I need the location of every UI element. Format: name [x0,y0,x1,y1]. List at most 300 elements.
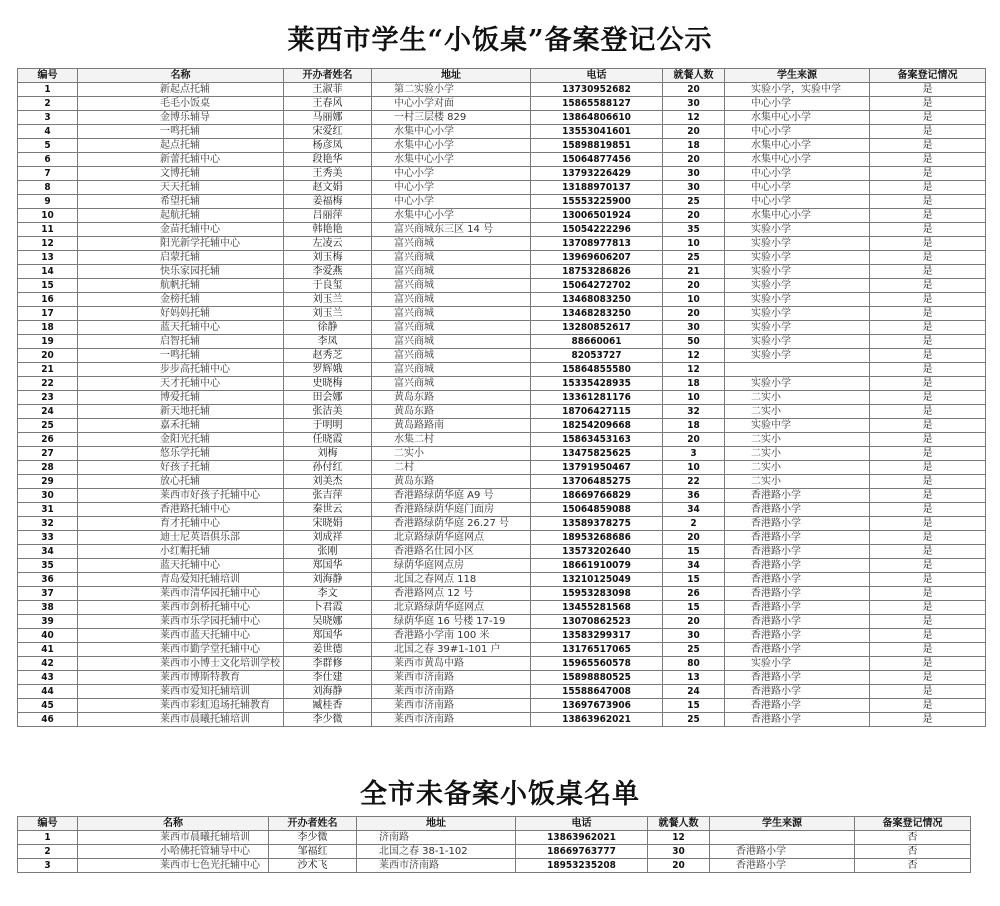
cell-number: 31 [18,503,78,517]
cell-operator: 赵文娟 [284,181,372,195]
cell-number: 1 [18,83,78,97]
cell-operator: 刘梅 [284,447,372,461]
header-name: 名称 [78,69,284,83]
header-registration-status: 备案登记情况 [870,69,986,83]
cell-number: 15 [18,279,78,293]
cell-student-source: 香港路小学 [725,587,870,601]
table-row [18,685,986,699]
table-row [18,419,986,433]
cell-registration-status: 是 [870,643,986,657]
cell-operator: 王春风 [284,97,372,111]
cell-address: 黄岛东路 [372,405,531,419]
cell-operator: 刘玉梅 [284,251,372,265]
cell-phone: 13553041601 [531,125,663,139]
cell-diners: 18 [663,419,725,433]
cell-address: 中心小学对面 [372,97,531,111]
cell-phone: 13475825625 [531,447,663,461]
cell-registration-status: 是 [870,335,986,349]
cell-diners: 10 [663,461,725,475]
cell-number: 16 [18,293,78,307]
table-row [18,181,986,195]
cell-registration-status: 是 [870,307,986,321]
cell-diners: 2 [663,517,725,531]
table-row [18,545,986,559]
cell-number: 5 [18,139,78,153]
cell-operator: 王秀美 [284,167,372,181]
unregistered-list-title: 全市未备案小饭桌名单 [360,779,640,810]
cell-diners: 24 [663,685,725,699]
cell-address: 中心小学 [372,181,531,195]
cell-name: 步步高托辅中心 [78,363,284,377]
cell-operator: 邹福红 [269,845,357,859]
cell-student-source: 实验小学 [725,349,870,363]
table-row [18,475,986,489]
table-row [18,447,986,461]
cell-student-source: 实验小学 [725,377,870,391]
cell-phone: 13864806610 [531,111,663,125]
cell-student-source [725,363,870,377]
table-row [18,859,971,873]
cell-number: 38 [18,601,78,615]
cell-registration-status: 是 [870,545,986,559]
cell-student-source: 香港路小学 [725,615,870,629]
cell-number: 9 [18,195,78,209]
table-row [18,97,986,111]
cell-phone: 18706427115 [531,405,663,419]
cell-diners: 30 [663,181,725,195]
cell-student-source: 实验小学 [725,307,870,321]
cell-phone: 18953235208 [516,859,648,873]
cell-student-source: 香港路小学 [725,489,870,503]
cell-student-source: 二实小 [725,405,870,419]
cell-operator: 李群修 [284,657,372,671]
cell-student-source: 实验小学 [725,265,870,279]
cell-number: 27 [18,447,78,461]
header-number: 编号 [18,817,78,831]
cell-address: 莱西市济南路 [357,859,516,873]
cell-diners: 25 [663,643,725,657]
cell-phone: 13006501924 [531,209,663,223]
cell-diners: 12 [663,349,725,363]
cell-address: 香港路绿荫华庭 A9 号 [372,489,531,503]
cell-operator: 郑国华 [284,559,372,573]
cell-number: 4 [18,125,78,139]
cell-name: 起航托辅 [78,209,284,223]
cell-operator: 臧桂香 [284,699,372,713]
cell-number: 36 [18,573,78,587]
table-row [18,335,986,349]
header-phone: 电话 [531,69,663,83]
cell-student-source: 香港路小学 [725,517,870,531]
cell-phone: 15064859088 [531,503,663,517]
cell-student-source [710,831,855,845]
cell-operator: 刘海静 [284,573,372,587]
cell-diners: 30 [663,167,725,181]
cell-registration-status: 是 [870,377,986,391]
cell-phone: 18669766829 [531,489,663,503]
cell-address: 莱西市济南路 [372,685,531,699]
cell-operator: 于良玺 [284,279,372,293]
cell-diners: 30 [663,321,725,335]
cell-phone: 13455281568 [531,601,663,615]
cell-operator: 姜福梅 [284,195,372,209]
cell-diners: 25 [663,195,725,209]
cell-number: 45 [18,699,78,713]
cell-address: 香港路名仕园小区 [372,545,531,559]
cell-diners: 22 [663,475,725,489]
cell-phone: 18953268686 [531,531,663,545]
cell-registration-status: 是 [870,447,986,461]
cell-name: 新天地托辅 [78,405,284,419]
cell-student-source: 香港路小学 [725,601,870,615]
cell-number: 3 [18,859,78,873]
cell-student-source: 实验小学 [725,279,870,293]
cell-number: 17 [18,307,78,321]
cell-phone: 13793226429 [531,167,663,181]
cell-student-source: 实验小学，实验中学 [725,83,870,97]
cell-phone: 13589378275 [531,517,663,531]
cell-diners: 12 [648,831,710,845]
cell-number: 30 [18,489,78,503]
cell-phone: 82053727 [531,349,663,363]
cell-operator: 李凤 [284,335,372,349]
table-row [18,845,971,859]
cell-name: 一鸣托辅 [78,349,284,363]
cell-number: 41 [18,643,78,657]
cell-registration-status: 是 [870,167,986,181]
cell-registration-status: 是 [870,461,986,475]
cell-operator: 马丽娜 [284,111,372,125]
cell-address: 富兴商城 [372,265,531,279]
cell-registration-status: 否 [855,845,971,859]
cell-address: 富兴商城 [372,335,531,349]
cell-registration-status: 是 [870,433,986,447]
cell-address: 莱西市济南路 [372,699,531,713]
cell-operator: 徐静 [284,321,372,335]
table-row [18,293,986,307]
cell-address: 富兴商城 [372,279,531,293]
cell-registration-status: 是 [870,237,986,251]
table-row [18,489,986,503]
cell-diners: 34 [663,559,725,573]
cell-phone: 13210125049 [531,573,663,587]
cell-address: 富兴商城东三区 14 号 [372,223,531,237]
cell-name: 新蕾托辅中心 [78,153,284,167]
cell-registration-status: 否 [855,831,971,845]
cell-phone: 15054222296 [531,223,663,237]
cell-operator: 李爱燕 [284,265,372,279]
cell-address: 北京路绿荫华庭网点 [372,531,531,545]
cell-name: 莱西市好孩子托辅中心 [78,489,284,503]
cell-diners: 50 [663,335,725,349]
cell-phone: 88660061 [531,335,663,349]
cell-operator: 王淑菲 [284,83,372,97]
header-address: 地址 [372,69,531,83]
unregistered-table [17,816,971,873]
table-row [18,251,986,265]
cell-student-source: 实验小学 [725,293,870,307]
table-row [18,391,986,405]
cell-student-source: 二实小 [725,433,870,447]
cell-student-source: 实验小学 [725,321,870,335]
cell-phone: 18669763777 [516,845,648,859]
cell-phone: 13468083250 [531,293,663,307]
cell-address: 莱西市济南路 [372,713,531,727]
cell-address: 北国之春网点 118 [372,573,531,587]
cell-student-source: 香港路小学 [710,845,855,859]
cell-operator: 沙术飞 [269,859,357,873]
table-row [18,573,986,587]
cell-operator: 任晓霞 [284,433,372,447]
cell-student-source: 实验中学 [725,419,870,433]
cell-address: 香港路网点 12 号 [372,587,531,601]
cell-address: 富兴商城 [372,349,531,363]
cell-diners: 20 [663,279,725,293]
cell-diners: 25 [663,713,725,727]
cell-registration-status: 是 [870,363,986,377]
cell-name: 莱西市蓝天托辅中心 [78,629,284,643]
cell-diners: 30 [663,97,725,111]
cell-address: 绿荫华庭 16 号楼 17-19 [372,615,531,629]
cell-diners: 20 [663,125,725,139]
cell-address: 富兴商城 [372,363,531,377]
table-row [18,237,986,251]
cell-name: 莱西市勤学堂托辅中心 [78,643,284,657]
cell-phone: 15898880525 [531,671,663,685]
header-number: 编号 [18,69,78,83]
cell-diners: 20 [663,531,725,545]
cell-student-source: 水集中心小学 [725,153,870,167]
cell-number: 2 [18,97,78,111]
cell-address: 水集中心小学 [372,153,531,167]
cell-address: 绿荫华庭网点房 [372,559,531,573]
cell-name: 启蒙托辅 [78,251,284,265]
cell-registration-status: 是 [870,139,986,153]
cell-registration-status: 是 [870,475,986,489]
cell-phone: 15064272702 [531,279,663,293]
cell-diners: 30 [648,845,710,859]
cell-number: 29 [18,475,78,489]
cell-registration-status: 是 [870,111,986,125]
cell-number: 10 [18,209,78,223]
cell-operator: 史晓梅 [284,377,372,391]
cell-registration-status: 是 [870,419,986,433]
cell-name: 莱西市剑桥托辅中心 [78,601,284,615]
cell-student-source: 实验小学 [725,223,870,237]
cell-address: 富兴商城 [372,293,531,307]
cell-operator: 李少微 [284,713,372,727]
cell-name: 莱西市晨曦托辅培训 [78,831,269,845]
cell-name: 金博乐辅导 [78,111,284,125]
cell-operator: 刘玉兰 [284,293,372,307]
cell-number: 40 [18,629,78,643]
cell-diners: 12 [663,111,725,125]
cell-registration-status: 是 [870,83,986,97]
cell-student-source: 实验小学 [725,237,870,251]
table-row [18,831,971,845]
cell-diners: 18 [663,377,725,391]
cell-registration-status: 是 [870,531,986,545]
table-header-row [18,69,986,83]
cell-name: 博爱托辅 [78,391,284,405]
registered-table [17,68,986,727]
cell-name: 小红帽托辅 [78,545,284,559]
cell-registration-status: 是 [870,615,986,629]
cell-name: 天天托辅 [78,181,284,195]
cell-student-source: 水集中心小学 [725,111,870,125]
cell-name: 放心托辅 [78,475,284,489]
cell-name: 蓝天托辅中心 [78,321,284,335]
cell-name: 快乐家园托辅 [78,265,284,279]
cell-address: 中心小学 [372,195,531,209]
cell-student-source: 中心小学 [725,97,870,111]
cell-name: 莱西市乐学园托辅中心 [78,615,284,629]
table-row [18,517,986,531]
cell-diners: 34 [663,503,725,517]
cell-phone: 13697673906 [531,699,663,713]
cell-diners: 12 [663,363,725,377]
cell-name: 新起点托辅 [78,83,284,97]
cell-name: 金榜托辅 [78,293,284,307]
registered-list-title: 莱西市学生“小饭桌”备案登记公示 [287,25,713,56]
cell-phone: 15953283098 [531,587,663,601]
cell-phone: 13863962021 [516,831,648,845]
cell-operator: 刘玉兰 [284,307,372,321]
cell-number: 7 [18,167,78,181]
cell-diners: 15 [663,699,725,713]
table-row [18,531,986,545]
cell-registration-status: 是 [870,293,986,307]
cell-phone: 13280852617 [531,321,663,335]
cell-operator: 张刚 [284,545,372,559]
cell-number: 28 [18,461,78,475]
cell-address: 水集中心小学 [372,139,531,153]
cell-registration-status: 是 [870,601,986,615]
cell-student-source: 二实小 [725,391,870,405]
cell-address: 北国之春 38-1-102 [357,845,516,859]
cell-phone: 15064877456 [531,153,663,167]
cell-address: 黄岛路路南 [372,419,531,433]
cell-phone: 13791950467 [531,461,663,475]
cell-registration-status: 是 [870,671,986,685]
cell-phone: 13583299317 [531,629,663,643]
cell-registration-status: 是 [870,125,986,139]
cell-number: 11 [18,223,78,237]
cell-name: 阳光新学托辅中心 [78,237,284,251]
cell-registration-status: 是 [870,349,986,363]
cell-student-source: 香港路小学 [725,629,870,643]
cell-address: 北京路绿荫华庭网点 [372,601,531,615]
cell-registration-status: 是 [870,251,986,265]
cell-name: 青岛爱知托辅培训 [78,573,284,587]
cell-student-source: 二实小 [725,475,870,489]
cell-diners: 80 [663,657,725,671]
table-row [18,279,986,293]
cell-address: 富兴商城 [372,251,531,265]
cell-name: 一鸣托辅 [78,125,284,139]
cell-address: 黄岛东路 [372,391,531,405]
table-row [18,643,986,657]
cell-number: 18 [18,321,78,335]
header-student-source: 学生来源 [725,69,870,83]
cell-phone: 13708977813 [531,237,663,251]
cell-name: 毛毛小饭桌 [78,97,284,111]
cell-number: 20 [18,349,78,363]
cell-operator: 姜世德 [284,643,372,657]
cell-registration-status: 是 [870,503,986,517]
table-row [18,125,986,139]
cell-operator: 李文 [284,587,372,601]
cell-registration-status: 是 [870,685,986,699]
cell-phone: 15965560578 [531,657,663,671]
cell-phone: 15898819851 [531,139,663,153]
cell-diners: 36 [663,489,725,503]
cell-operator: 宋爱红 [284,125,372,139]
cell-diners: 25 [663,251,725,265]
cell-diners: 10 [663,293,725,307]
cell-number: 6 [18,153,78,167]
cell-student-source: 中心小学 [725,167,870,181]
cell-diners: 15 [663,545,725,559]
cell-registration-status: 是 [870,223,986,237]
cell-phone: 13070862523 [531,615,663,629]
cell-number: 43 [18,671,78,685]
cell-student-source: 水集中心小学 [725,139,870,153]
header-address: 地址 [357,817,516,831]
cell-name: 莱西市爱知托辅培训 [78,685,284,699]
cell-registration-status: 是 [870,97,986,111]
cell-registration-status: 是 [870,489,986,503]
cell-address: 中心小学 [372,167,531,181]
cell-operator: 郑国华 [284,629,372,643]
cell-number: 39 [18,615,78,629]
cell-name: 育才托辅中心 [78,517,284,531]
cell-student-source: 香港路小学 [725,643,870,657]
cell-address: 莱西市济南路 [372,671,531,685]
table-header-row [18,817,971,831]
cell-name: 莱西市小博士文化培训学校 [78,657,284,671]
header-phone: 电话 [516,817,648,831]
cell-name: 起点托辅 [78,139,284,153]
cell-operator: 韩艳艳 [284,223,372,237]
cell-name: 启智托辅 [78,335,284,349]
cell-name: 航帆托辅 [78,279,284,293]
cell-number: 23 [18,391,78,405]
cell-address: 富兴商城 [372,237,531,251]
cell-registration-status: 是 [870,559,986,573]
cell-operator: 宋晓娟 [284,517,372,531]
cell-name: 莱西市七色光托辅中心 [78,859,269,873]
cell-phone: 13863962021 [531,713,663,727]
cell-student-source: 香港路小学 [725,685,870,699]
cell-name: 莱西市清华园托辅中心 [78,587,284,601]
cell-name: 小哈佛托管辅导中心 [78,845,269,859]
cell-registration-status: 是 [870,517,986,531]
cell-address: 第二实验小学 [372,83,531,97]
cell-address: 香港路小学南 100 米 [372,629,531,643]
cell-diners: 15 [663,573,725,587]
table-row [18,405,986,419]
cell-number: 32 [18,517,78,531]
cell-number: 8 [18,181,78,195]
cell-student-source: 二实小 [725,461,870,475]
cell-registration-status: 是 [870,153,986,167]
header-diners: 就餐人数 [663,69,725,83]
cell-address: 一村三层楼 829 [372,111,531,125]
cell-name: 莱西市博斯特教育 [78,671,284,685]
cell-number: 33 [18,531,78,545]
cell-number: 37 [18,587,78,601]
